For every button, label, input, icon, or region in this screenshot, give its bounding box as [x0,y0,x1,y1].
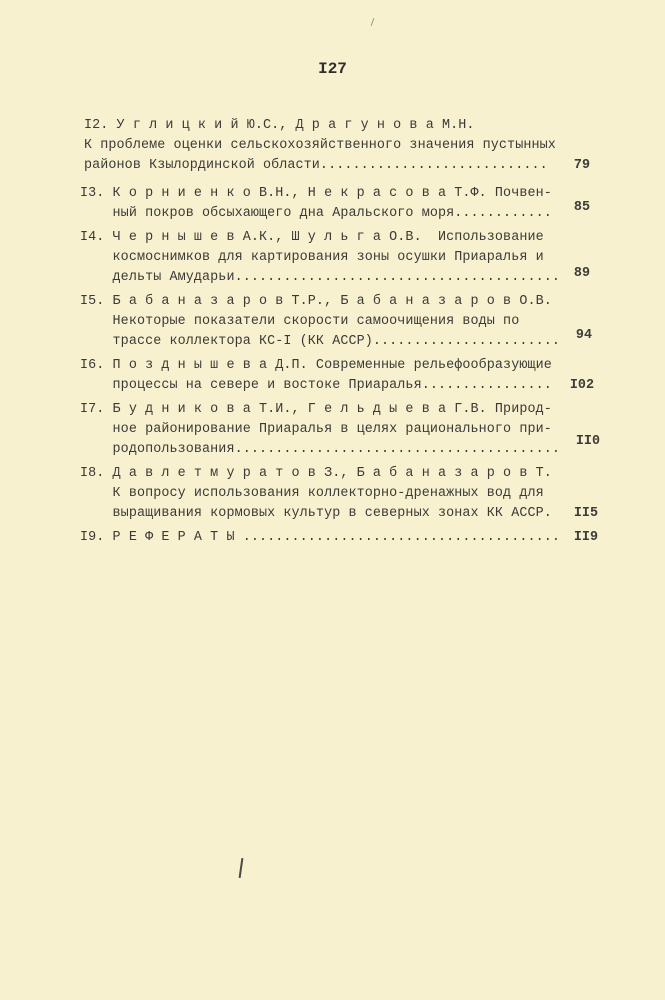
toc-entry-17 [80,400,600,460]
entry-line: I3. К о р н и е н к о В.Н., Н е к р а с о в а Т.Ф. Почвен- [80,186,552,201]
page-reference: 94 [575,328,592,343]
toc-entry-12 [84,116,590,176]
toc-entry-18 [80,464,598,524]
entry-line: районов Кзылординской области............................ [84,158,548,173]
entry-line: I2. У г л и ц к и й Ю.С., Д р а г у н о в а М.Н. [84,118,475,133]
entry-line: К проблеме оценки сельскохозяйственного значения пустынных [84,138,556,153]
table-of-contents [80,116,600,552]
page-reference: II5 [573,506,598,521]
entry-line: I7. Б у д н и к о в а Т.И., Г е л ь д ы е в а Г.В. Природ- [80,402,552,417]
entry-line: К вопросу использования коллекторно-дренажных вод для [80,486,544,501]
toc-entry-16 [80,356,594,396]
entry-line: Некоторые показатели скорости самоочищения воды по [80,314,520,329]
page-reference: 79 [573,158,590,173]
entry-line: I6. П о з д н ы ш е в а Д.П. Современные рельефообразующие [80,358,552,373]
pen-mark [239,858,244,878]
toc-entry-13 [80,184,590,224]
entry-line: родопользования........................................ [80,442,561,457]
page-reference: 89 [573,266,590,281]
entry-line: дельты Амударьи........................................ [80,270,561,285]
entry-line: выращивания кормовых культур в северных зонах КК АССР. [80,506,552,521]
page-reference: II0 [575,434,600,449]
page-reference: II9 [573,530,598,545]
entry-line: ное районирование Приаралья в целях рационального при- [80,422,552,437]
entry-line: трассе коллектора КС-I (КК АССР)....................... [80,334,561,349]
entry-line: I8. Д а в л е т м у р а т о в З., Б а б а н а з а р о в Т. [80,466,552,481]
entry-line: I5. Б а б а н а з а р о в Т.Р., Б а б а н а з а р о в О.В. [80,294,552,309]
entry-line: процессы на севере и востоке Приаралья................ [80,378,552,393]
scan-mark [371,18,375,26]
entry-line: космоснимков для картирования зоны осушки Приаралья и [80,250,544,265]
entry-line: ный покров обсыхающего дна Аральского моря............ [80,206,552,221]
page-reference: I02 [569,378,594,393]
toc-entry-19 [80,528,598,548]
page-reference: 85 [573,200,590,215]
toc-entry-14 [80,228,590,288]
page-number: I27 [318,60,347,78]
toc-entry-15 [80,292,592,352]
entry-line: I9. Р Е Ф Е Р А Т Ы ....................................... [80,530,561,545]
entry-line: I4. Ч е р н ы ш е в А.К., Ш у л ь г а О.В. Использование [80,230,544,245]
